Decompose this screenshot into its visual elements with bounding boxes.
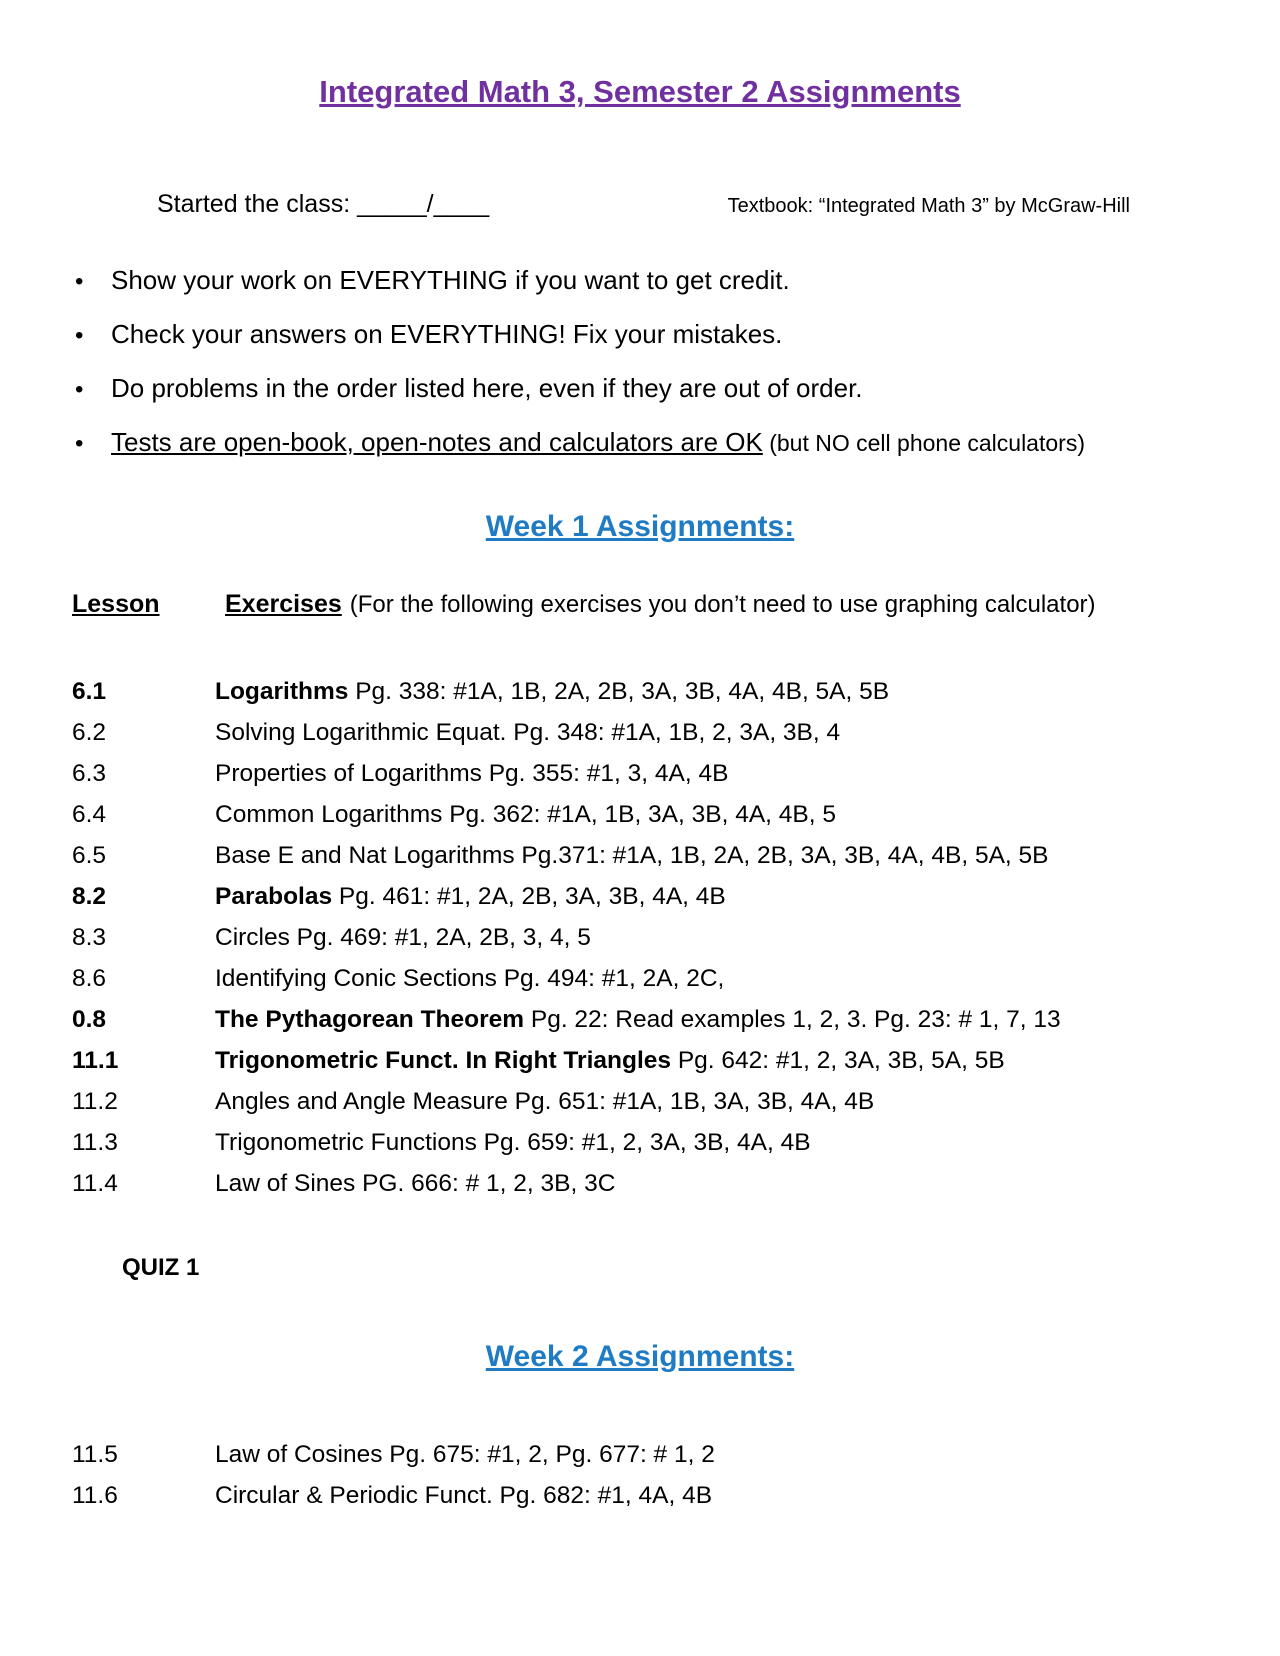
assignment-text <box>215 794 836 835</box>
lesson-number: 6.4 <box>72 801 107 828</box>
instruction-text <box>111 319 782 350</box>
quiz-label: QUIZ 1 <box>122 1254 200 1281</box>
instruction-main: Do problems in the order listed here, even if they are out of order. <box>111 373 863 403</box>
textbook-label: Textbook: “Integrated Math 3” by McGraw-Hill <box>727 195 1130 217</box>
assignment-detail: Pg. 642: #1, 2, 3A, 3B, 5A, 5B <box>671 1047 1005 1074</box>
document-title-text: Integrated Math 3, Semester 2 Assignments <box>319 74 961 109</box>
list-item <box>75 373 1220 404</box>
assignment-detail: Law of Cosines Pg. 675: #1, 2, Pg. 677: # 1, 2 <box>215 1441 715 1468</box>
assignment-text <box>215 753 728 794</box>
instruction-main: Tests are open-book, open-notes and calculators are OK <box>111 427 763 457</box>
list-item <box>75 265 1220 296</box>
lesson-number: 11.6 <box>72 1482 118 1509</box>
assignment-text <box>215 712 840 753</box>
assignment-title: Logarithms <box>215 678 349 705</box>
assignment-text <box>215 1163 615 1204</box>
assignment-detail: Circular & Periodic Funct. Pg. 682: #1, 4A, 4B <box>215 1482 713 1509</box>
lesson-number: 11.3 <box>72 1129 118 1156</box>
assignment-detail: Law of Sines PG. 666: # 1, 2, 3B, 3C <box>215 1170 616 1197</box>
assignment-title: Trigonometric Funct. In Right Triangles <box>215 1047 672 1074</box>
assignment-detail: Common Logarithms Pg. 362: #1A, 1B, 3A, 3B, 4A, 4B, 5 <box>215 801 837 828</box>
week1-heading-text: Week 1 Assignments: <box>485 510 795 543</box>
assignment-detail: Circles Pg. 469: #1, 2A, 2B, 3, 4, 5 <box>215 924 591 951</box>
lesson-number: 8.3 <box>72 924 107 951</box>
instruction-main: Show your work on EVERYTHING if you want to get credit. <box>111 265 790 295</box>
table-row <box>0 835 1280 876</box>
meta-line <box>0 190 1280 219</box>
bullet-icon: • <box>75 430 84 457</box>
instruction-text <box>111 373 863 404</box>
instruction-text <box>111 265 790 296</box>
list-item <box>75 319 1220 350</box>
assignment-detail: Base E and Nat Logarithms Pg.371: #1A, 1B, 2A, 2B, 3A, 3B, 4A, 4B, 5A, 5B <box>215 842 1049 869</box>
assignment-text <box>215 835 1049 876</box>
started-class-blank: _____/____ <box>357 190 490 218</box>
started-class-label: Started the class: <box>157 190 351 218</box>
assignment-text <box>215 958 724 999</box>
instruction-main: Check your answers on EVERYTHING! Fix your mistakes. <box>111 319 783 349</box>
assignment-detail: Solving Logarithmic Equat. Pg. 348: #1A, 1B, 2, 3A, 3B, 4 <box>215 719 841 746</box>
lesson-number: 6.5 <box>72 842 107 869</box>
assignment-detail: Angles and Angle Measure Pg. 651: #1A, 1B, 3A, 3B, 4A, 4B <box>215 1088 875 1115</box>
week2-heading <box>0 1340 1280 1374</box>
assignment-detail: Pg. 338: #1A, 1B, 2A, 2B, 3A, 3B, 4A, 4B, 5A, 5B <box>348 678 890 705</box>
table-row <box>0 876 1280 917</box>
assignment-detail: Pg. 461: #1, 2A, 2B, 3A, 3B, 4A, 4B <box>332 883 726 910</box>
list-item <box>75 427 1220 458</box>
week2-heading-text: Week 2 Assignments: <box>485 1340 795 1373</box>
assignment-text <box>215 917 591 958</box>
lesson-number: 8.2 <box>72 883 107 910</box>
lesson-number: 11.1 <box>72 1047 119 1074</box>
table-row <box>0 1122 1280 1163</box>
lesson-number: 0.8 <box>72 1006 107 1033</box>
assignment-text <box>215 999 1061 1040</box>
table-row <box>0 712 1280 753</box>
lesson-number: 11.5 <box>72 1441 118 1468</box>
table-row <box>0 1475 1280 1516</box>
table-row <box>0 794 1280 835</box>
table-header <box>0 590 1280 619</box>
assignment-text <box>215 876 726 917</box>
table-row <box>0 1081 1280 1122</box>
lesson-number: 6.1 <box>72 678 107 705</box>
column-header-note: (For the following exercises you don’t need to use graphing calculator) <box>349 591 1096 618</box>
assignment-text <box>215 671 889 712</box>
bullet-icon: • <box>75 322 84 349</box>
instructions-list <box>0 265 1280 458</box>
assignment-text <box>215 1475 712 1516</box>
assignment-detail: Trigonometric Functions Pg. 659: #1, 2, 3A, 3B, 4A, 4B <box>215 1129 811 1156</box>
table-row <box>0 1040 1280 1081</box>
assignment-detail: Properties of Logarithms Pg. 355: #1, 3, 4A, 4B <box>215 760 729 787</box>
table-row <box>0 1163 1280 1204</box>
lesson-number: 8.6 <box>72 965 107 992</box>
assignment-text <box>215 1434 715 1475</box>
lesson-number: 11.4 <box>72 1170 118 1197</box>
lesson-number: 6.3 <box>72 760 107 787</box>
table-row <box>0 917 1280 958</box>
table-row <box>0 671 1280 712</box>
bullet-icon: • <box>75 376 84 403</box>
started-class-line <box>157 190 489 219</box>
week1-heading <box>0 510 1280 544</box>
column-header-exercises: Exercises <box>225 590 342 618</box>
bullet-icon: • <box>75 268 84 295</box>
assignment-text <box>215 1081 874 1122</box>
assignment-title: Parabolas <box>215 883 333 910</box>
document-title <box>0 0 1280 110</box>
assignment-detail: Pg. 22: Read examples 1, 2, 3. Pg. 23: # 1, 7, 13 <box>524 1006 1061 1033</box>
assignment-detail: Identifying Conic Sections Pg. 494: #1, 2A, 2C, <box>215 965 725 992</box>
assignment-text <box>215 1122 811 1163</box>
table-row <box>0 753 1280 794</box>
assignment-text <box>215 1040 1005 1081</box>
table-row <box>0 958 1280 999</box>
instruction-note: (but NO cell phone calculators) <box>762 430 1085 456</box>
table-row <box>0 999 1280 1040</box>
lesson-number: 6.2 <box>72 719 107 746</box>
lesson-number: 11.2 <box>72 1088 118 1115</box>
column-header-lesson: Lesson <box>72 590 160 618</box>
assignment-title: The Pythagorean Theorem <box>215 1006 525 1033</box>
week2-assignment-rows <box>0 1434 1280 1516</box>
table-row <box>0 1434 1280 1475</box>
week1-assignment-rows <box>0 671 1280 1204</box>
instruction-text <box>111 427 1085 458</box>
